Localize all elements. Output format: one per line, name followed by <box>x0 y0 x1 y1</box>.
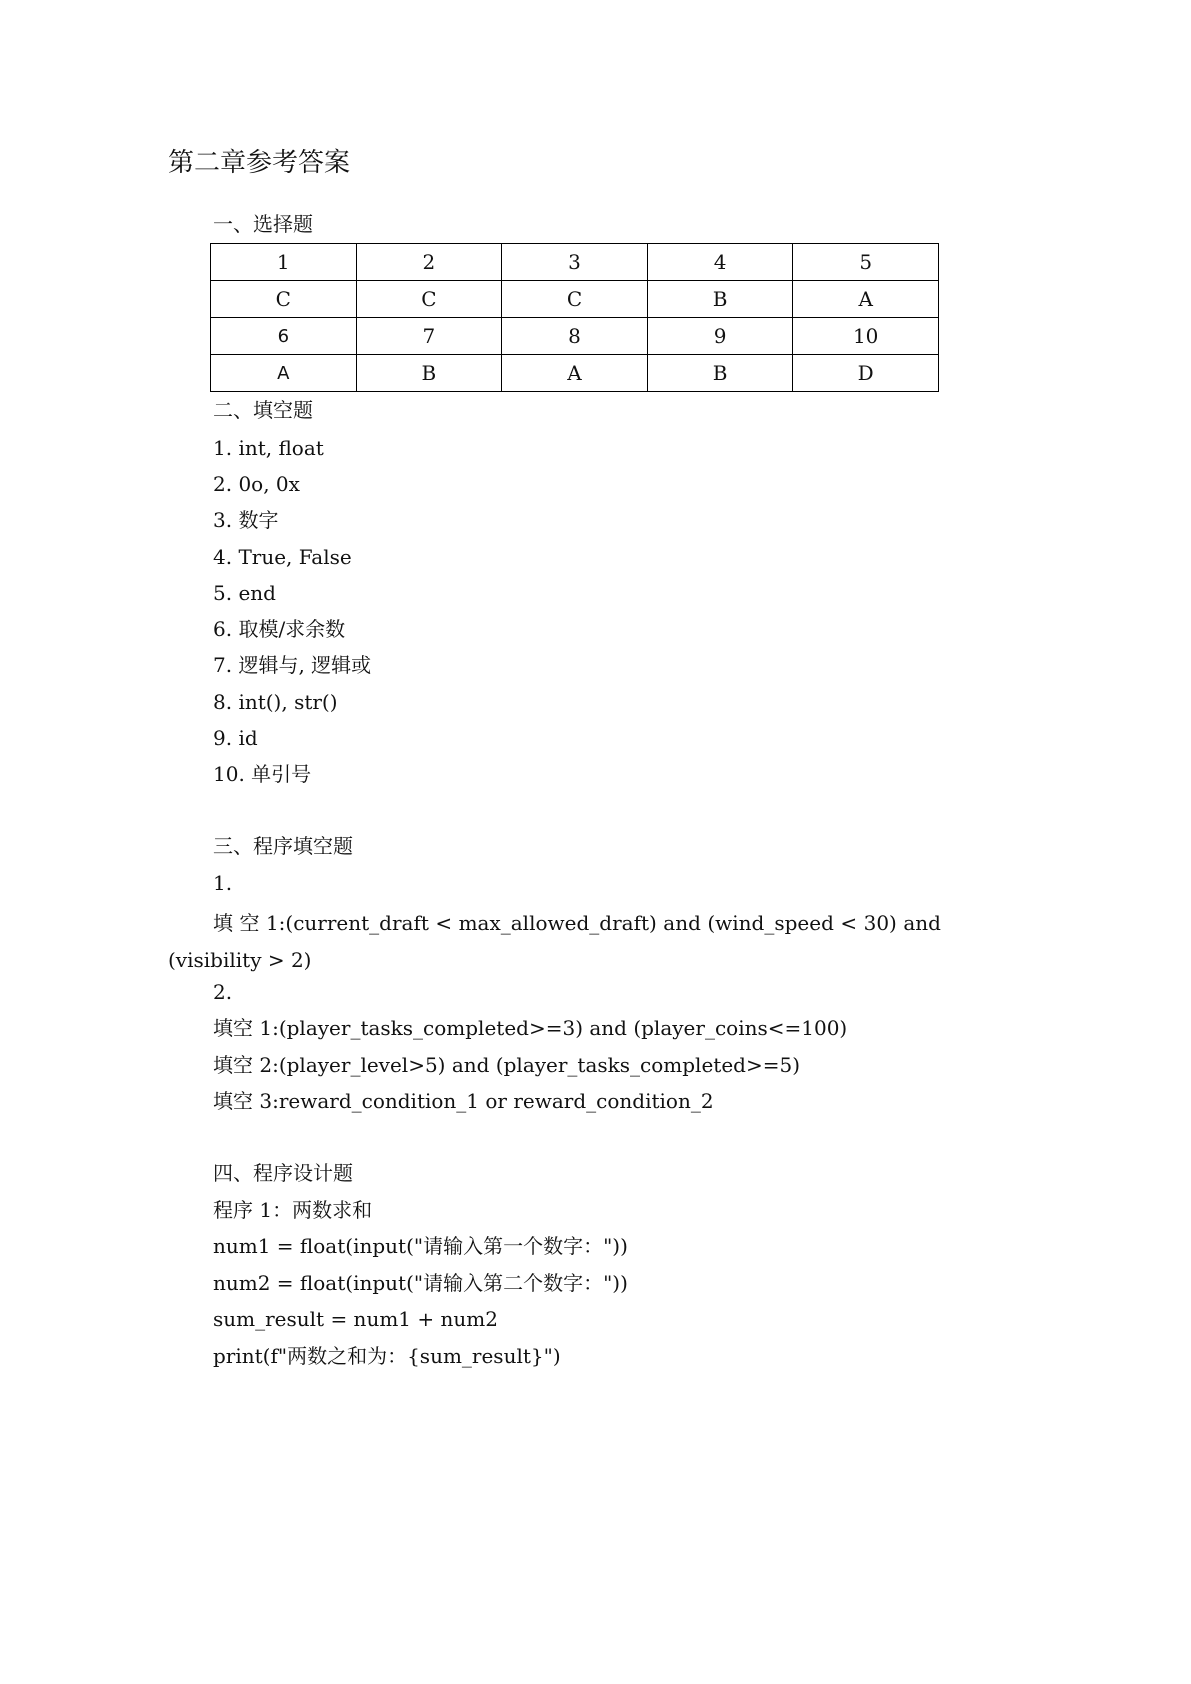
answer-table <box>210 243 939 392</box>
table-cell: B <box>356 355 502 392</box>
list-item: 5. end <box>213 581 276 605</box>
answer-word: < <box>435 911 453 935</box>
answer-word: < <box>840 911 858 935</box>
table-cell: 9 <box>647 318 793 355</box>
answer-word: max_allowed_draft) <box>458 911 657 935</box>
section-heading-program-fill: 三、程序填空题 <box>213 834 353 858</box>
table-cell: B <box>647 355 793 392</box>
answer-line: 填空 2:(player_level>5) and (player_tasks_completed>=5) <box>213 1053 801 1077</box>
code-line: num1 = float(input("请输入第一个数字：")) <box>213 1234 628 1258</box>
table-cell: B <box>647 281 793 318</box>
table-cell: A <box>502 355 648 392</box>
table-cell: 4 <box>647 244 793 281</box>
table-cell: C <box>502 281 648 318</box>
answer-word: and <box>903 911 941 935</box>
table-cell: D <box>793 355 939 392</box>
answer-word: 填 <box>213 911 233 935</box>
answer-word: and <box>663 911 701 935</box>
answer-word: 1:(current_draft <box>265 911 429 935</box>
table-row <box>211 318 939 355</box>
list-item: 4. True, False <box>213 545 352 569</box>
question-number: 2. <box>213 980 233 1004</box>
answer-line: 填空 1:(player_tasks_completed>=3) and (player_coins<=100) <box>213 1016 848 1040</box>
answer-word: 空 <box>239 911 260 935</box>
table-cell: 6 <box>211 318 357 355</box>
list-item: 8. int(), str() <box>213 690 338 714</box>
list-item: 1. int, float <box>213 436 324 460</box>
table-row <box>211 355 939 392</box>
code-line: num2 = float(input("请输入第二个数字：")) <box>213 1271 628 1295</box>
question-number: 1. <box>213 871 233 895</box>
table-cell: A <box>211 355 357 392</box>
answer-line: 填空 3:reward_condition_1 or reward_condition_2 <box>213 1089 714 1113</box>
section-heading-choice: 一、选择题 <box>213 212 313 236</box>
code-line: print(f"两数之和为：{sum_result}") <box>213 1344 561 1368</box>
table-row <box>211 244 939 281</box>
list-item: 3. 数字 <box>213 508 279 532</box>
table-cell: 1 <box>211 244 357 281</box>
list-item: 9. id <box>213 726 258 750</box>
table-row <box>211 281 939 318</box>
table-cell: 7 <box>356 318 502 355</box>
table-cell: C <box>211 281 357 318</box>
page-title: 第二章参考答案 <box>168 148 351 178</box>
answer-line <box>168 905 941 942</box>
answer-word: (wind_speed <box>707 911 834 935</box>
section-heading-fill: 二、填空题 <box>213 398 313 422</box>
section-heading-program-design: 四、程序设计题 <box>213 1161 353 1185</box>
table-cell: A <box>793 281 939 318</box>
answer-line-continued: (visibility > 2) <box>168 948 312 972</box>
code-line: sum_result = num1 + num2 <box>213 1307 498 1331</box>
table-cell: 3 <box>502 244 648 281</box>
table-cell: 2 <box>356 244 502 281</box>
program-title: 程序 1：两数求和 <box>213 1198 373 1222</box>
answer-word: 30) <box>863 911 897 935</box>
table-cell: 5 <box>793 244 939 281</box>
list-item: 7. 逻辑与, 逻辑或 <box>213 653 372 677</box>
table-cell: C <box>356 281 502 318</box>
question-1-answer <box>168 905 941 979</box>
table-cell: 8 <box>502 318 648 355</box>
list-item: 2. 0o, 0x <box>213 472 300 496</box>
list-item: 10. 单引号 <box>213 762 312 786</box>
list-item: 6. 取模/求余数 <box>213 617 346 641</box>
table-cell: 10 <box>793 318 939 355</box>
